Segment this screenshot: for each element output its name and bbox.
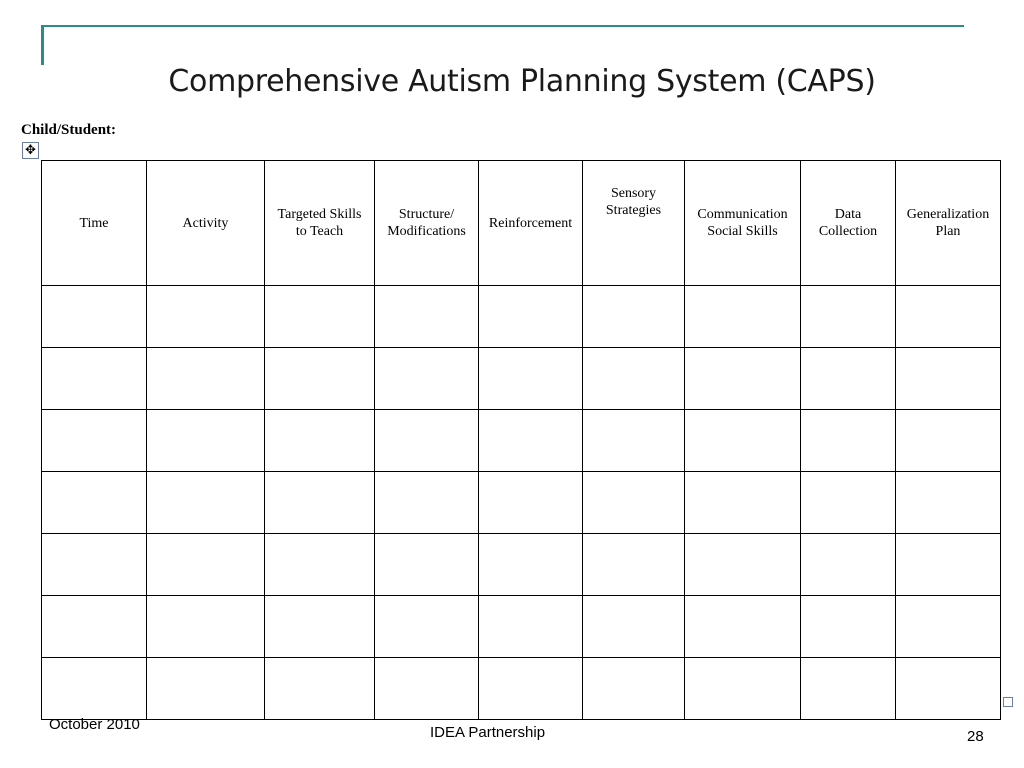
page-number: 28 <box>967 728 984 745</box>
table-cell[interactable] <box>896 286 1001 348</box>
table-cell[interactable] <box>583 596 685 658</box>
column-header-reinforcement: Reinforcement <box>479 161 583 286</box>
column-header-activity: Activity <box>147 161 265 286</box>
table-cell[interactable] <box>896 534 1001 596</box>
table-cell[interactable] <box>375 658 479 720</box>
table-cell[interactable] <box>42 534 147 596</box>
table-row <box>42 658 1001 720</box>
caps-planning-table <box>41 160 1001 720</box>
table-cell[interactable] <box>147 472 265 534</box>
table-cell[interactable] <box>479 472 583 534</box>
table-cell[interactable] <box>147 658 265 720</box>
table-cell[interactable] <box>583 410 685 472</box>
table-cell[interactable] <box>801 286 896 348</box>
table-cell[interactable] <box>147 286 265 348</box>
column-header-generalization-plan: Generalization Plan <box>896 161 1001 286</box>
table-cell[interactable] <box>801 596 896 658</box>
column-header-communication-social-skills: Communication Social Skills <box>685 161 801 286</box>
table-move-handle-icon[interactable]: ✥ <box>22 142 39 159</box>
table-cell[interactable] <box>265 286 375 348</box>
table-cell[interactable] <box>896 472 1001 534</box>
table-cell[interactable] <box>685 658 801 720</box>
table-cell[interactable] <box>42 472 147 534</box>
table-cell[interactable] <box>147 410 265 472</box>
table-cell[interactable] <box>583 472 685 534</box>
slide-title: Comprehensive Autism Planning System (CAPS) <box>168 64 876 99</box>
table-cell[interactable] <box>375 348 479 410</box>
table-cell[interactable] <box>801 472 896 534</box>
table-cell[interactable] <box>685 596 801 658</box>
accent-line-horizontal <box>41 25 964 27</box>
table-cell[interactable] <box>265 534 375 596</box>
table-cell[interactable] <box>147 348 265 410</box>
table-cell[interactable] <box>479 596 583 658</box>
table-cell[interactable] <box>147 534 265 596</box>
table-cell[interactable] <box>583 348 685 410</box>
table-cell[interactable] <box>375 410 479 472</box>
table-cell[interactable] <box>685 534 801 596</box>
table-cell[interactable] <box>896 596 1001 658</box>
accent-line-vertical <box>41 25 44 65</box>
table-cell[interactable] <box>685 410 801 472</box>
table-cell[interactable] <box>265 410 375 472</box>
table-row <box>42 596 1001 658</box>
table-cell[interactable] <box>685 472 801 534</box>
table-cell[interactable] <box>375 472 479 534</box>
table-cell[interactable] <box>375 596 479 658</box>
table-cell[interactable] <box>685 286 801 348</box>
table-resize-handle[interactable] <box>1003 697 1013 707</box>
column-header-structure-modifications: Structure/ Modifications <box>375 161 479 286</box>
table-cell[interactable] <box>479 348 583 410</box>
table-cell[interactable] <box>801 534 896 596</box>
table-row <box>42 286 1001 348</box>
table-row <box>42 534 1001 596</box>
table-cell[interactable] <box>265 472 375 534</box>
table-cell[interactable] <box>265 348 375 410</box>
table-cell[interactable] <box>685 348 801 410</box>
table-cell[interactable] <box>265 658 375 720</box>
table-cell[interactable] <box>479 658 583 720</box>
table-cell[interactable] <box>896 348 1001 410</box>
table-cell[interactable] <box>801 410 896 472</box>
table-cell[interactable] <box>583 534 685 596</box>
column-header-time: Time <box>42 161 147 286</box>
table-cell[interactable] <box>479 534 583 596</box>
table-cell[interactable] <box>375 286 479 348</box>
table-cell[interactable] <box>479 410 583 472</box>
table-cell[interactable] <box>147 596 265 658</box>
table-cell[interactable] <box>42 596 147 658</box>
table-cell[interactable] <box>42 658 147 720</box>
table-cell[interactable] <box>42 348 147 410</box>
column-header-targeted-skills: Targeted Skills to Teach <box>265 161 375 286</box>
child-student-label: Child/Student: <box>21 122 117 138</box>
table-row <box>42 410 1001 472</box>
table-cell[interactable] <box>479 286 583 348</box>
table-cell[interactable] <box>375 534 479 596</box>
table-cell[interactable] <box>896 658 1001 720</box>
table-row <box>42 472 1001 534</box>
table-cell[interactable] <box>801 348 896 410</box>
column-header-data-collection: Data Collection <box>801 161 896 286</box>
table-cell[interactable] <box>265 596 375 658</box>
table-cell[interactable] <box>42 410 147 472</box>
table-cell[interactable] <box>583 658 685 720</box>
table-header-row <box>42 161 1001 286</box>
table-row <box>42 348 1001 410</box>
column-header-sensory-strategies: Sensory Strategies <box>583 161 685 286</box>
table-cell[interactable] <box>42 286 147 348</box>
table-cell[interactable] <box>583 286 685 348</box>
table-cell[interactable] <box>896 410 1001 472</box>
footer-organization: IDEA Partnership <box>430 724 546 741</box>
table-cell[interactable] <box>801 658 896 720</box>
footer-date: October 2010 <box>49 716 140 733</box>
table-body <box>42 286 1001 720</box>
